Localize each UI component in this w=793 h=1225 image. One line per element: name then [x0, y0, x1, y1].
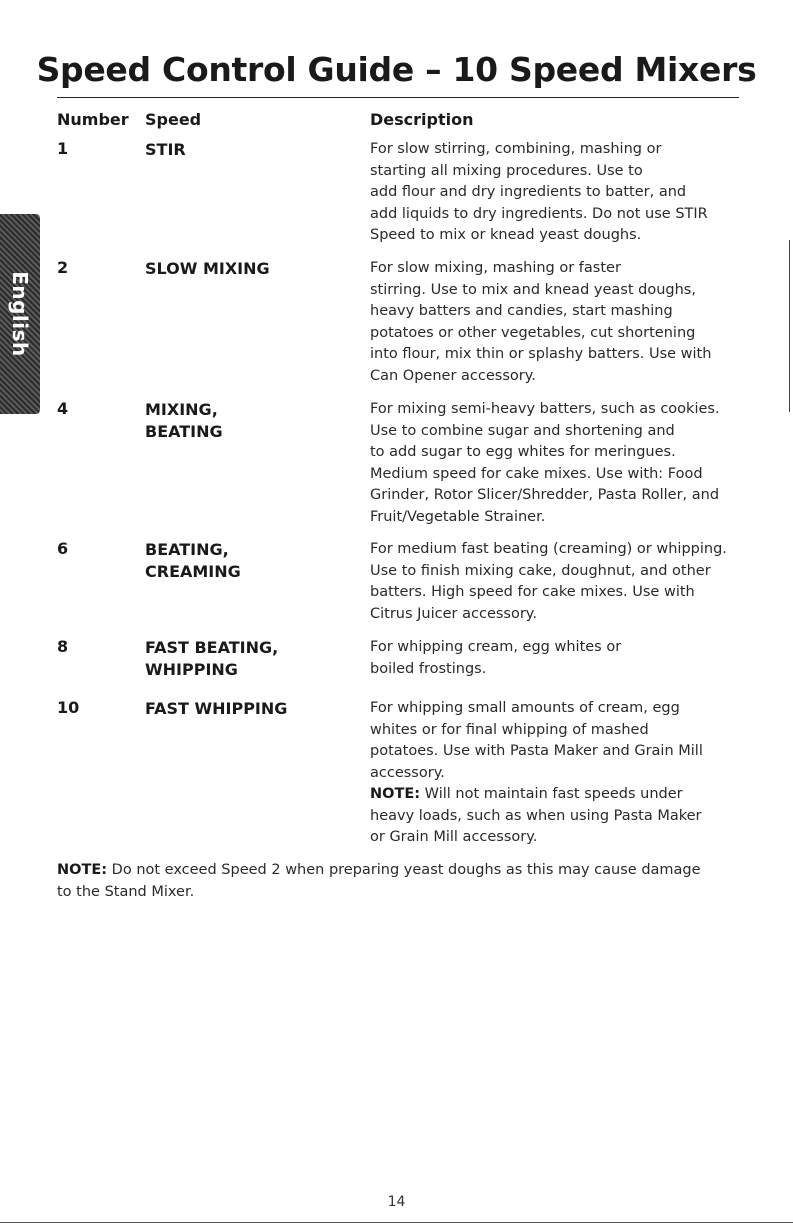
speed-number: 6 — [57, 539, 69, 558]
speed-number: 2 — [57, 258, 69, 277]
description-line: Citrus Juicer accessory. — [370, 605, 537, 622]
title-divider — [57, 97, 739, 98]
speed-name: SLOW MIXING — [145, 259, 270, 278]
footnote-label: NOTE: — [57, 862, 108, 878]
description-line: For slow stirring, combining, mashing or — [370, 141, 662, 157]
description-line: whites or for final whipping of mashed — [370, 721, 649, 738]
description-line: heavy batters and candies, start mashing — [370, 303, 673, 319]
description-line: Use to finish mixing cake, doughnut, and other — [370, 562, 711, 579]
note-line: heavy loads, such as when using Pasta Maker — [370, 807, 702, 824]
description-line: Use to combine sugar and shortening and — [370, 422, 675, 439]
header-number: Number — [57, 110, 129, 129]
description-line: Grinder, Rotor Slicer/Shredder, Pasta Roller, and — [370, 487, 720, 503]
speed-number: 10 — [57, 698, 80, 717]
description-line: Fruit/Vegetable Strainer. — [370, 508, 546, 525]
footnote-text: Do not exceed Speed 2 when preparing yeast doughs as this may cause damage — [107, 862, 701, 878]
description-line: For medium fast beating (creaming) or whipping. — [370, 541, 727, 557]
header-description: Description — [370, 110, 474, 129]
speed-name: FAST BEATING, WHIPPING — [145, 638, 279, 679]
description-line: add liquids to dry ingredients. Do not use STIR — [370, 205, 708, 222]
description-line: accessory. — [370, 764, 445, 781]
note-line — [370, 784, 750, 806]
bottom-divider — [0, 1222, 793, 1223]
description-line: Can Opener accessory. — [370, 367, 536, 384]
header-speed: Speed — [145, 110, 202, 129]
speed-number: 8 — [57, 637, 69, 656]
speed-number: 4 — [57, 399, 69, 418]
description-line: For mixing semi-heavy batters, such as cookies. — [370, 401, 720, 417]
description-line: For whipping small amounts of cream, egg — [370, 700, 680, 716]
description-line: to add sugar to egg whites for meringues. — [370, 444, 676, 460]
description-line: For whipping cream, egg whites or — [370, 639, 622, 655]
footnote-line: to the Stand Mixer. — [57, 883, 195, 900]
page-number: 14 — [387, 1194, 406, 1210]
speed-name: FAST WHIPPING — [145, 699, 288, 718]
note-label: NOTE: — [370, 786, 421, 802]
description-line: batters. High speed for cake mixes. Use with — [370, 584, 695, 600]
speed-number: 1 — [57, 139, 69, 158]
page-title: Speed Control Guide – 10 Speed Mixers — [36, 50, 757, 89]
speed-name: MIXING, BEATING — [145, 400, 223, 441]
speed-name: STIR — [145, 140, 186, 159]
margin-marker — [789, 240, 790, 412]
speed-description — [370, 539, 750, 625]
footnote-line — [57, 860, 757, 882]
description-line: Medium speed for cake mixes. Use with: Food — [370, 465, 703, 482]
footnote — [57, 860, 757, 903]
speed-description — [370, 258, 750, 387]
speed-description — [370, 399, 750, 528]
description-line: starting all mixing procedures. Use to — [370, 162, 643, 179]
speed-description — [370, 139, 750, 247]
description-line: Speed to mix or knead yeast doughs. — [370, 227, 642, 243]
language-tab-label: English — [8, 271, 32, 357]
description-line: into flour, mix thin or splashy batters. Use with — [370, 346, 712, 362]
speed-description — [370, 637, 750, 680]
description-line: boiled frostings. — [370, 660, 487, 677]
note-text: Will not maintain fast speeds under — [420, 786, 683, 802]
speed-description — [370, 698, 750, 849]
description-line: stirring. Use to mix and knead yeast doughs, — [370, 281, 696, 298]
description-line: potatoes. Use with Pasta Maker and Grain Mill — [370, 743, 703, 759]
description-line: potatoes or other vegetables, cut shortening — [370, 324, 696, 341]
note-line: or Grain Mill accessory. — [370, 829, 538, 845]
speed-name: BEATING, CREAMING — [145, 540, 241, 581]
description-line: add flour and dry ingredients to batter, and — [370, 184, 687, 200]
description-line: For slow mixing, mashing or faster — [370, 260, 621, 276]
language-tab — [0, 214, 40, 414]
